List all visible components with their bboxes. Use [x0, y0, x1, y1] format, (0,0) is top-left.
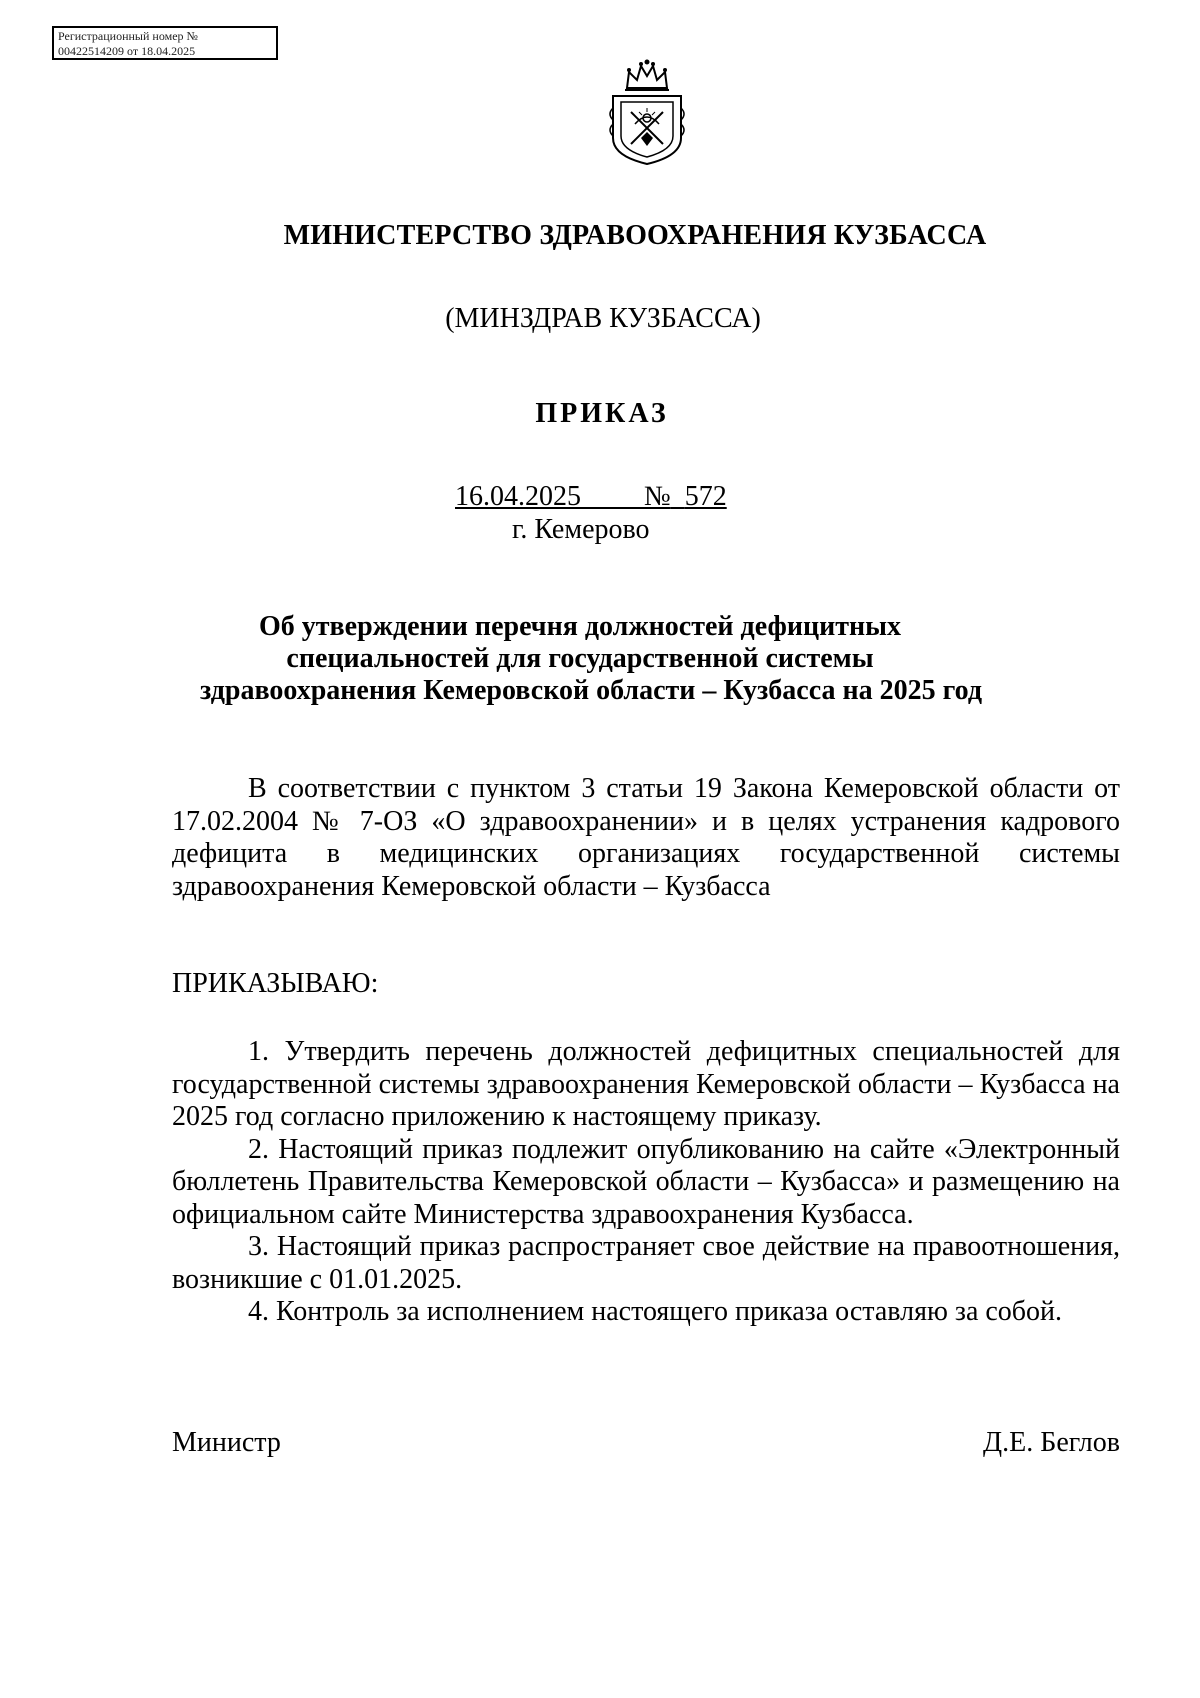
- city: г. Кемерово: [512, 514, 650, 545]
- ministry-short-name: (МИНЗДРАВ КУЗБАССА): [445, 303, 761, 334]
- title-line-2: специальностей для государственной системы: [286, 643, 874, 674]
- order-item-1: 1. Утвердить перечень должностей дефицитных специальностей для государственной системы здравоохранения Кемеровской области – Кузбасса на 2025 год согласно приложению к настоящему приказу.: [172, 1036, 1120, 1132]
- order-item-3: 3. Настоящий приказ распространяет свое действие на правоотношения, возникшие с 01.01.2025.: [172, 1231, 1120, 1295]
- preamble-paragraph: В соответствии с пунктом 3 статьи 19 Закона Кемеровской области от 17.02.2004 № 7-ОЗ «О здравоохранении» и в целях устранения кадрового дефицита в медицинских организациях государственной системы здравоохранения Кемеровской области – Кузбасса: [172, 773, 1120, 902]
- order-number-label: №: [644, 481, 671, 512]
- order-item-4: 4. Контроль за исполнением настоящего приказа оставляю за собой.: [248, 1296, 1063, 1327]
- registration-stamp: [52, 26, 278, 60]
- order-date: 16.04.2025: [455, 481, 581, 512]
- document-type: ПРИКАЗ: [535, 398, 669, 429]
- order-item-2: 2. Настоящий приказ подлежит опубликованию на сайте «Электронный бюллетень Правительства Кемеровской области – Кузбасса» и размещению на официальном сайте Министерства здравоохранения Кузбасса.: [172, 1133, 1120, 1230]
- signatory-name: Д.Е. Беглов: [983, 1427, 1120, 1458]
- ministry-full-name: МИНИСТЕРСТВО ЗДРАВООХРАНЕНИЯ КУЗБАССА: [283, 220, 987, 251]
- signatory-position: Министр: [172, 1427, 281, 1458]
- registration-stamp-line-2: 00422514209 от 18.04.2025: [58, 44, 196, 58]
- decree-word: ПРИКАЗЫВАЮ:: [172, 968, 379, 999]
- date-number-line: 16.04.2025 _ № 572: [455, 481, 727, 512]
- title-line-1: Об утверждении перечня должностей дефицитных: [258, 611, 902, 642]
- title-line-3: здравоохранения Кемеровской области – Кузбасса на 2025 год: [200, 675, 982, 706]
- document-title: [200, 611, 982, 707]
- kuzbass-coat-of-arms-icon: [605, 58, 689, 166]
- order-number: 572: [684, 481, 727, 512]
- registration-stamp-line-1: Регистрационный номер №: [58, 29, 198, 43]
- order-items: [172, 1036, 1120, 1329]
